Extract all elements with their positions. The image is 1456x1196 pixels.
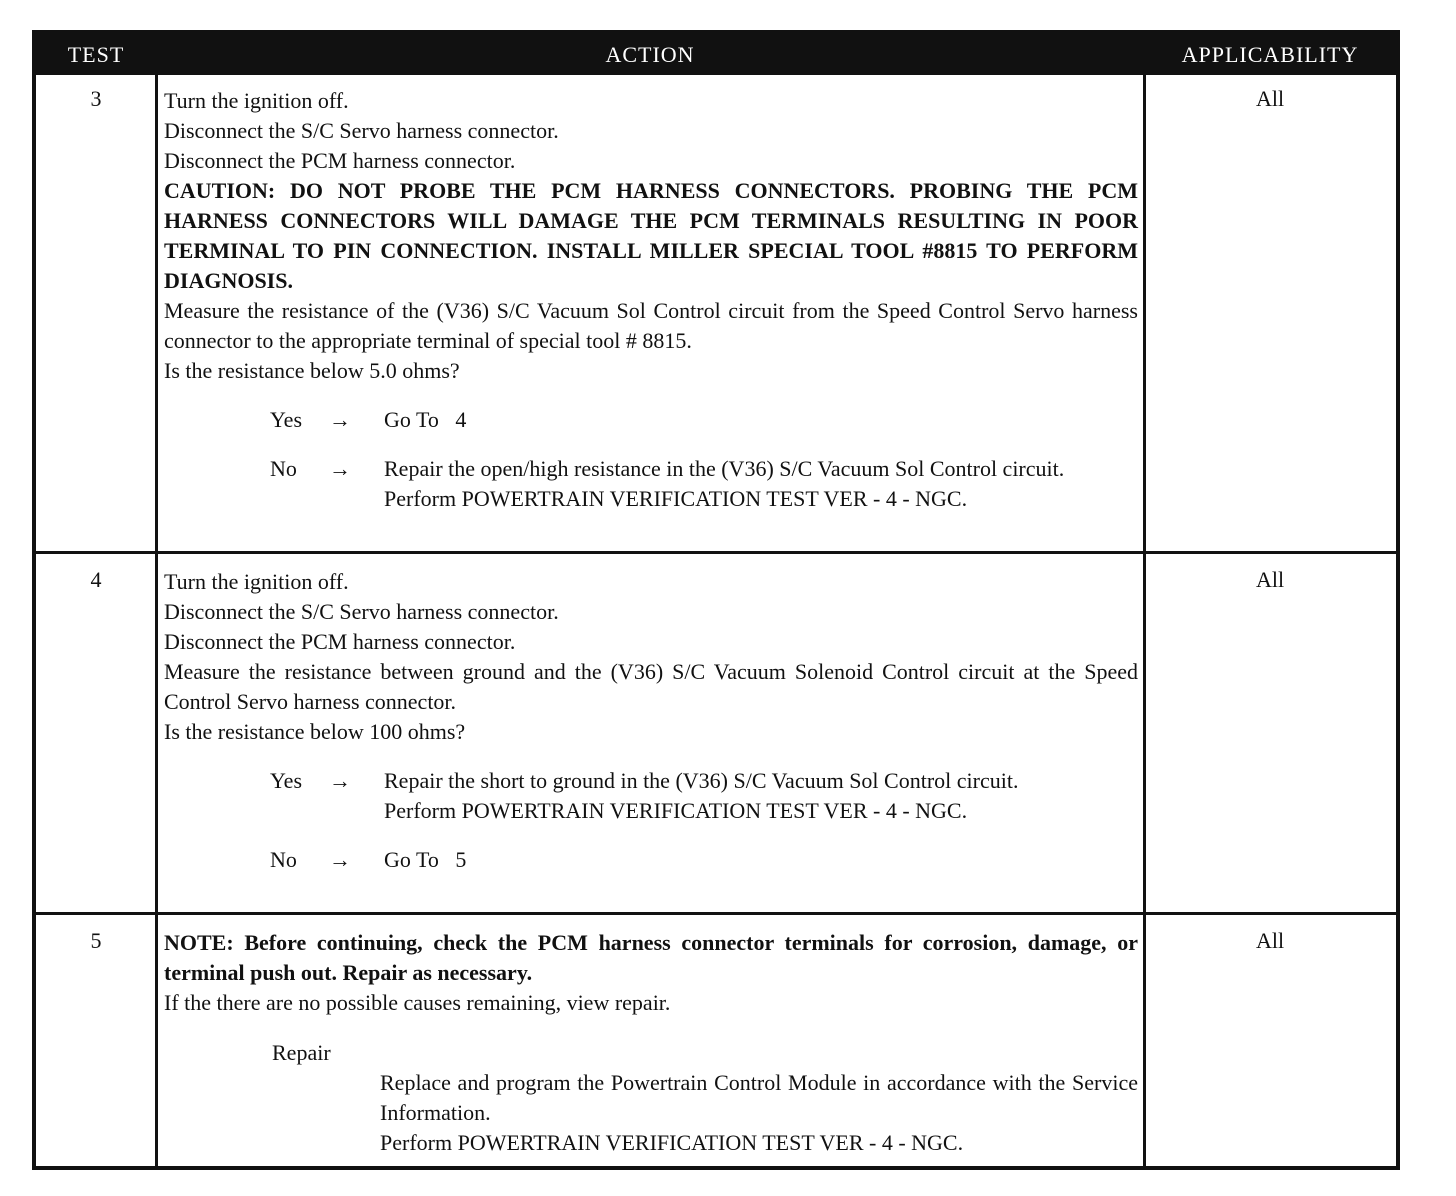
repair-verify: Perform POWERTRAIN VERIFICATION TEST VER - 4 - NGC.: [380, 1130, 964, 1155]
action-line: If the there are no possible causes remaining, view repair.: [164, 990, 671, 1015]
yes-result-verify: Perform POWERTRAIN VERIFICATION TEST VER - 4 - NGC.: [384, 798, 968, 823]
row-divider: [36, 551, 1396, 554]
diagnostic-table: [32, 30, 1400, 1170]
column-divider: [155, 75, 158, 1166]
arrow-icon: →: [329, 847, 351, 872]
no-label: No: [270, 847, 297, 872]
action-line: Disconnect the S/C Servo harness connector.: [164, 599, 559, 624]
yes-result: Repair the short to ground in the (V36) S/C Vacuum Sol Control circuit.: [384, 768, 1019, 793]
table-header: [36, 34, 1396, 75]
no-label: No: [270, 456, 297, 481]
action-line: Turn the ignition off.: [164, 569, 349, 594]
no-option: [164, 454, 1138, 514]
header-action: ACTION: [605, 42, 695, 67]
note-text: NOTE: Before continuing, check the PCM harness connector terminals for corrosion, damage, or terminal push out. Repair as necessary.: [164, 930, 1138, 985]
action-line: Disconnect the PCM harness connector.: [164, 148, 516, 173]
action-line: Turn the ignition off.: [164, 88, 349, 113]
column-divider: [1143, 75, 1146, 1166]
question-text: Is the resistance below 5.0 ohms?: [164, 358, 460, 383]
arrow-icon: →: [329, 768, 351, 793]
yes-label: Yes: [270, 768, 303, 793]
repair-text: Replace and program the Powertrain Control Module in accordance with the Service Information.: [380, 1070, 1138, 1125]
action-cell: [164, 86, 1138, 514]
arrow-icon: →: [329, 456, 351, 481]
applicability-value: All: [1255, 567, 1285, 592]
no-option: [164, 845, 1138, 875]
test-number: 4: [90, 567, 102, 592]
no-result: Go To 5: [384, 847, 467, 872]
row-divider: [36, 912, 1396, 915]
yes-option: [164, 766, 1138, 826]
action-line: Disconnect the PCM harness connector.: [164, 629, 516, 654]
arrow-icon: →: [329, 407, 351, 432]
no-result-verify: Perform POWERTRAIN VERIFICATION TEST VER - 4 - NGC.: [384, 486, 968, 511]
yes-label: Yes: [270, 407, 303, 432]
test-number: 3: [90, 86, 102, 111]
applicability-value: All: [1255, 86, 1285, 111]
header-test: TEST: [67, 42, 125, 67]
applicability-value: All: [1255, 928, 1285, 953]
repair-label: Repair: [272, 1040, 331, 1065]
measure-text: Measure the resistance of the (V36) S/C Vacuum Sol Control circuit from the Speed Control Servo harness connector to the appropriate terminal of special tool # 8815.: [164, 298, 1138, 353]
action-cell: [164, 928, 1138, 1158]
question-text: Is the resistance below 100 ohms?: [164, 719, 466, 744]
test-number: 5: [90, 928, 102, 953]
yes-option: [164, 405, 1138, 435]
caution-text: CAUTION: DO NOT PROBE THE PCM HARNESS CONNECTORS. PROBING THE PCM HARNESS CONNECTORS WILL DAMAGE THE PCM TERMINALS RESULTING IN POOR TERMINAL TO PIN CONNECTION. INSTALL MILLER SPECIAL TOOL #8815 TO PERFORM DIAGNOSIS.: [164, 178, 1138, 293]
action-cell: [164, 567, 1138, 875]
yes-result: Go To 4: [384, 407, 467, 432]
action-line: Disconnect the S/C Servo harness connector.: [164, 118, 559, 143]
header-applicability: APPLICABILITY: [1181, 42, 1359, 67]
no-result: Repair the open/high resistance in the (V36) S/C Vacuum Sol Control circuit.: [384, 456, 1065, 481]
measure-text: Measure the resistance between ground and the (V36) S/C Vacuum Solenoid Control circuit at the Speed Control Servo harness connector.: [164, 659, 1138, 714]
